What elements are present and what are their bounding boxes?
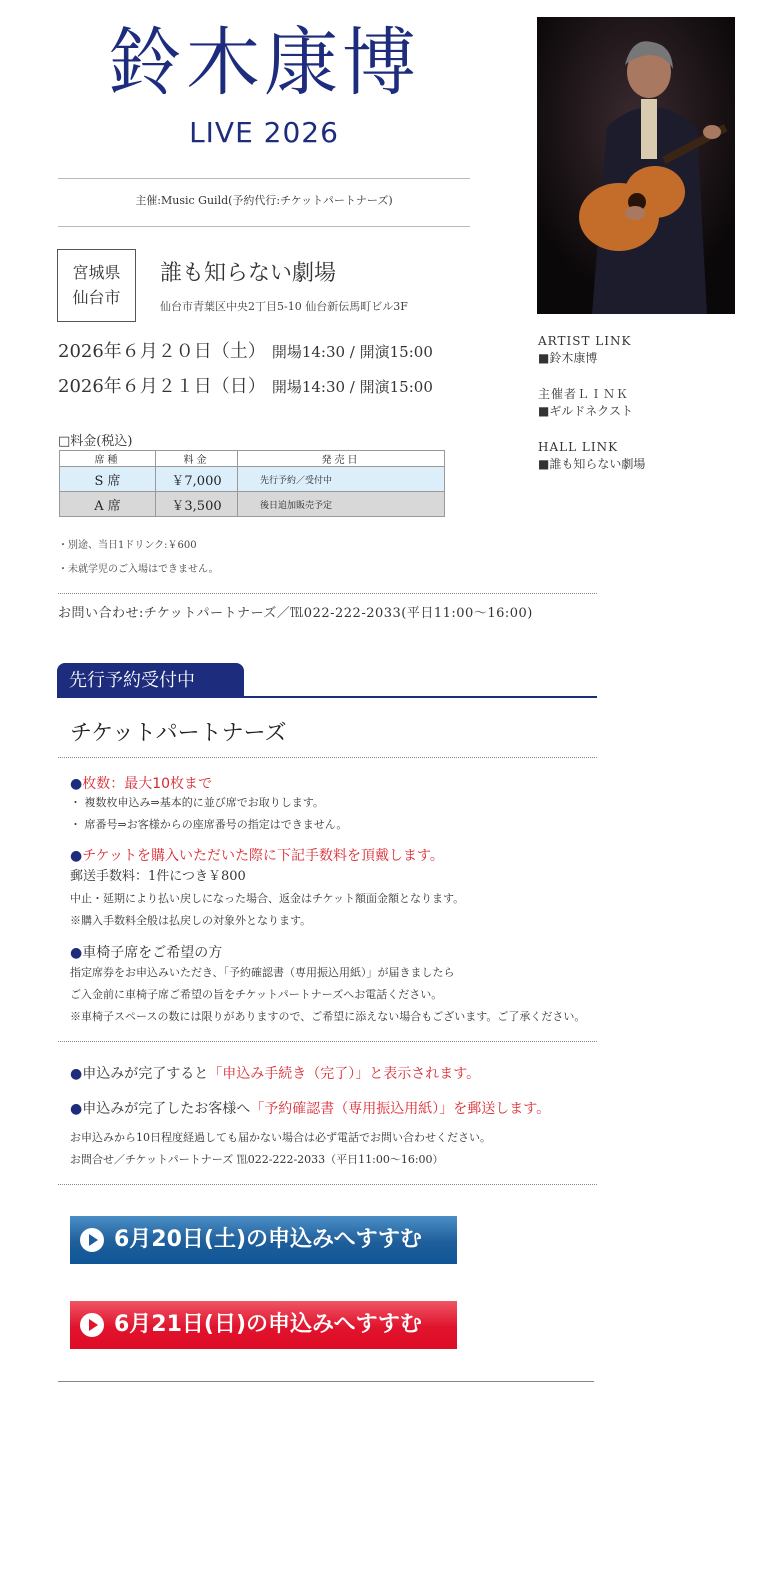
dotted-divider [58,593,597,594]
dotted-divider [58,757,597,758]
body-line: 中止・延期により払い戻しになった場合、返金はチケット額面金額となります。 [70,892,465,905]
completion-line-2 [70,1098,550,1118]
date-row-2 [58,372,433,398]
body-line: 指定席券をお申込みいただき、「予約確認書（専用振込用紙）」が届きましたら [70,966,455,979]
sale-cell: 先行予約／受付中 [238,467,445,492]
city-name: 仙台市 [72,288,121,307]
bullet-icon: ● [70,945,83,961]
wheelchair-heading-text: 車椅子席をご希望の方 [82,945,223,961]
table-row [60,492,445,517]
date-text: 2026年６月２０日（土） [58,341,266,362]
header-sale: 発売日 [238,451,445,467]
body-line: 郵送手数料：1件につき￥800 [70,869,246,884]
artist-link[interactable]: ■鈴木康博 [538,351,598,365]
bullet-icon: ● [70,1101,83,1117]
fee-body [70,866,464,932]
bullet-icon: ● [70,1066,83,1082]
ticket-limit-heading [70,773,212,793]
header-price: 料金 [156,451,238,467]
body-line: ・ 複数枚申込み⇒基本的に並び席でお取りします。 [70,796,324,809]
button-label: 6月21日(日)の申込みへすすむ [114,1312,422,1337]
apply-day2-button[interactable] [70,1301,457,1349]
table-row [60,467,445,492]
wheelchair-body [70,962,585,1028]
venue-name: 誰も知らない劇場 [160,261,337,286]
body-line: ご入金前に車椅子席ご希望の旨をチケットパートナーズへお電話ください。 [70,988,443,1001]
artist-link-heading: ARTIST LINK [538,334,632,348]
price-cell: ￥3,500 [156,492,238,517]
body-line: お問合せ／チケットパートナーズ ℡022-222-2033（平日11:00〜16:00） [70,1153,444,1166]
tab-underline [57,696,597,698]
divider [58,226,470,227]
sale-cell: 後日追加販売予定 [238,492,445,517]
guitarist-illustration [537,17,735,314]
bullet-icon: ● [70,776,83,792]
ticket-limit-body [70,792,347,836]
bullet-icon: ● [70,848,83,864]
date-text: 2026年６月２１日（日） [58,376,266,397]
seat-cell: S 席 [60,467,156,492]
play-arrow-icon [80,1228,104,1252]
price-cell: ￥7,000 [156,467,238,492]
date-row-1 [58,337,433,363]
body-line: お申込みから10日程度経過しても届かない場合は必ず電話でお問い合わせください。 [70,1131,491,1144]
fee-heading [70,845,444,865]
completion-body [70,1127,491,1171]
presale-tab: 先行予約受付中 [57,663,244,697]
ticket-limit-text: 枚数：最大10枚まで [82,776,213,792]
hall-link-heading: HALL LINK [538,440,619,454]
seat-cell: A 席 [60,492,156,517]
organizer-link[interactable]: ■ギルドネクスト [538,404,633,418]
play-arrow-icon [80,1313,104,1337]
prefecture-name: 宮城県 [72,263,121,282]
time-text: 開場14:30 / 開演15:00 [271,343,433,361]
page-subtitle: LIVE 2026 [189,116,339,149]
organizer-link-heading: 主催者ＬＩＮＫ [538,387,630,401]
completion-text: 申込みが完了したお客様へ [82,1101,251,1117]
children-note: ・未就学児のご入場はできません。 [58,564,219,575]
apply-day1-button[interactable] [70,1216,457,1264]
page-title: 鈴木康博 [108,20,420,106]
time-text: 開場14:30 / 開演15:00 [271,378,433,396]
sidebar-links [538,333,645,492]
organizer-text: 主催:Music Guild(予約代行:チケットパートナーズ) [135,194,393,207]
header-seat: 席種 [60,451,156,467]
dotted-divider [58,1041,597,1042]
completion-line-1 [70,1063,480,1083]
drink-note: ・別途、当日1ドリンク:￥600 [58,540,197,551]
inquiry-text: お問い合わせ:チケットパートナーズ／℡022-222-2033(平日11:00〜16:00) [58,606,533,621]
body-line: ※購入手数料全般は払戻しの対象外となります。 [70,914,312,927]
completion-highlight: 「申込み手続き（完了）」と表示されます。 [208,1066,481,1082]
vendor-name: チケットパートナーズ [70,721,287,746]
button-label: 6月20日(土)の申込みへすすむ [114,1227,422,1252]
prefecture-box [57,249,136,322]
price-label: □料金(税込) [58,434,133,449]
completion-text: 申込みが完了すると [82,1066,209,1082]
body-line: ※車椅子スペースの数には限りがありますので、ご希望に添えない場合もございます。ご了承ください。 [70,1010,586,1023]
completion-highlight: 「予約確認書（専用振込用紙）」を郵送します。 [250,1101,551,1117]
body-line: ・ 席番号⇒お客様からの座席番号の指定はできません。 [70,818,348,831]
table-header-row [60,451,445,467]
wheelchair-heading [70,942,222,962]
hall-link[interactable]: ■誰も知らない劇場 [538,457,646,471]
divider [58,178,470,179]
fee-heading-text: チケットを購入いただいた際に下記手数料を頂戴します。 [82,848,444,864]
venue-address: 仙台市青葉区中央2丁目5-10 仙台新伝馬町ビル3F [160,300,408,313]
footer-divider [58,1381,594,1382]
price-table [59,450,445,517]
artist-photo [537,17,735,314]
dotted-divider [58,1184,597,1185]
